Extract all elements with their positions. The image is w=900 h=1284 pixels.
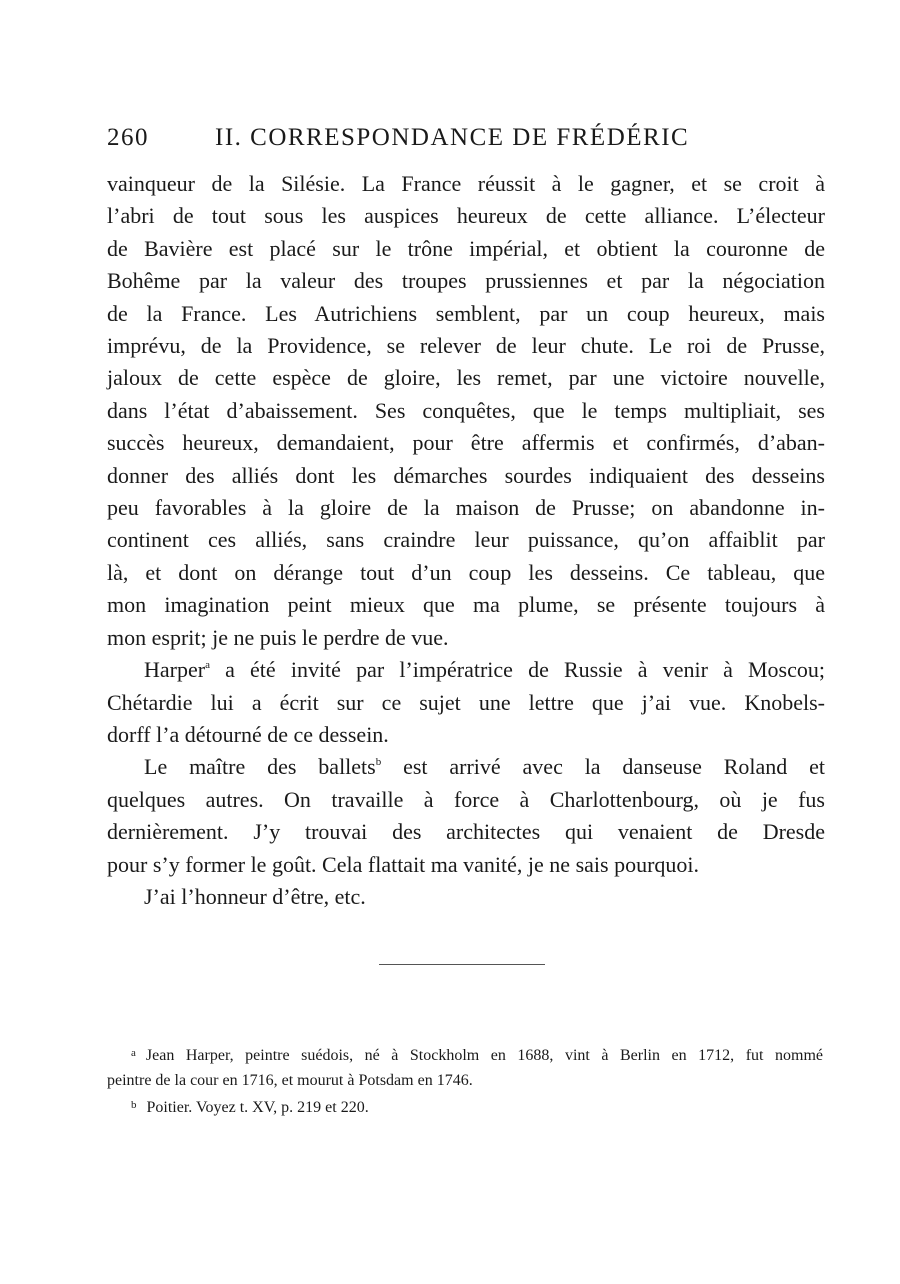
text-line [107,751,825,783]
text-line: jaloux de cette espèce de gloire, les remet, par une victoire nouvelle, [107,365,825,391]
closing-paragraph [107,881,825,913]
text-line: continent ces alliés, sans craindre leur puissance, qu’on affaiblit par [107,527,825,553]
text-line: donner des alliés dont les démarches sourdes indiquaient des desseins [107,462,825,488]
footnote-mark-b: b [131,1099,137,1111]
text-line: là, et dont on dérange tout d’un coup les desseins. Ce tableau, que [107,559,825,585]
text-line: Bohême par la valeur des troupes prussiennes et par la négociation [107,268,825,294]
footnotes [107,1041,823,1121]
closing-line: J’ai l’honneur d’être, etc. [144,883,366,909]
text-line: de la France. Les Autrichiens semblent, par un coup heureux, mais [107,300,825,326]
text-line: dorff l’a détourné de ce dessein. [107,721,389,747]
body-text [107,168,825,913]
text-line: peu favorables à la gloire de la maison de Prusse; on abandonne in- [107,495,825,521]
paragraph-3 [107,751,825,881]
footnote-a [107,1041,823,1069]
text-line: mon esprit; je ne puis le perdre de vue. [107,624,449,650]
text-line: mon imagination peint mieux que ma plume, se présente toujours à [107,592,825,618]
paragraph-2 [107,654,825,751]
footnote-separator [379,964,545,965]
text-line: dernièrement. J’y trouvai des architectes qui venaient de Dresde [107,819,825,845]
footnote-text: Jean Harper, peintre suédois, né à Stockholm en 1688, vint à Berlin en 1712, fut nommé [145,1047,823,1064]
footnote-mark-a: a [131,1047,136,1059]
text-segment: Le maître des ballets [144,754,376,780]
footnote-ref-b[interactable]: b [375,756,382,769]
text-line [107,654,825,686]
running-title: II. CORRESPONDANCE DE FRÉDÉRIC [215,124,690,151]
text-line: l’abri de tout sous les auspices heureux de cette alliance. L’électeur [107,203,825,229]
text-line: vainqueur de la Silésie. La France réussit à le gagner, et se croit à [107,171,825,196]
text-line: succès heureux, demandaient, pour être affermis et confirmés, d’aban- [107,430,825,456]
footnote-a-continued: peintre de la cour en 1716, et mourut à Potsdam en 1746. [107,1071,473,1089]
text-line: de Bavière est placé sur le trône impérial, et obtient la couronne de [107,235,825,261]
text-segment: Harper [144,657,206,683]
footnote-ref-a[interactable]: a [205,659,210,672]
text-segment: a été invité par l’impératrice de Russie à venir à Moscou; [209,657,825,683]
text-segment: est arrivé avec la danseuse Roland et [381,754,825,780]
text-line: quelques autres. On travaille à force à Charlottenbourg, où je fus [107,786,825,812]
paragraph-1 [107,168,825,654]
footnote-text: Poitier. Voyez t. XV, p. 219 et 220. [146,1099,369,1116]
text-line: dans l’état d’abaissement. Ses conquêtes, que le temps multipliait, ses [107,397,825,423]
page-number: 260 [107,124,149,151]
text-line: imprévu, de la Providence, se relever de leur chute. Le roi de Prusse, [107,333,825,359]
text-line: Chétardie lui a écrit sur ce sujet une lettre que j’ai vue. Knobels- [107,689,825,715]
text-line: pour s’y former le goût. Cela flattait ma vanité, je ne sais pourquoi. [107,851,700,877]
running-head [107,124,827,160]
footnote-b [107,1093,823,1121]
